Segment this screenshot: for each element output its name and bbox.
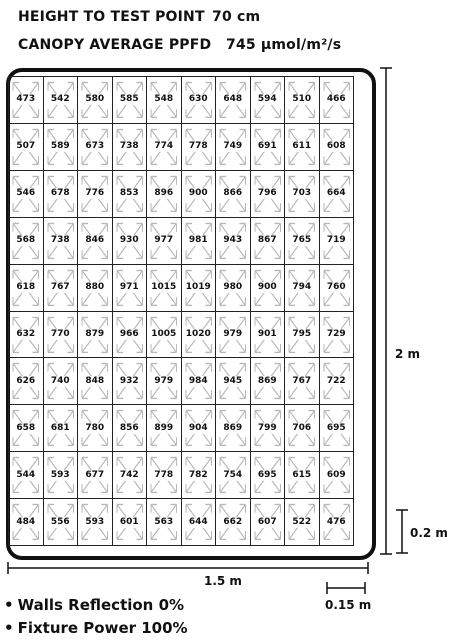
ppfd-value: 681: [50, 422, 70, 433]
grid-cell: [147, 358, 182, 405]
grid-cell: [182, 405, 217, 452]
ppfd-value: 1020: [185, 328, 211, 339]
grid-cell: [9, 218, 44, 265]
grid-cell: [9, 405, 44, 452]
grid-cell: [182, 452, 217, 499]
ppfd-value: 754: [223, 469, 243, 480]
ppfd-value: 593: [85, 516, 105, 527]
grid-cell: [44, 499, 79, 546]
ppfd-grid: [8, 76, 354, 546]
grid-cell: [44, 77, 79, 124]
ppfd-value: 879: [85, 328, 105, 339]
grid-cell: [78, 312, 113, 359]
grid-cell: [147, 499, 182, 546]
grid-cell: [320, 452, 355, 499]
ppfd-value: 632: [16, 328, 36, 339]
grid-cell: [216, 265, 251, 312]
grid-cell: [182, 77, 217, 124]
ppfd-value: 760: [326, 282, 346, 293]
grid-cell: [251, 77, 286, 124]
grid-cell: [147, 218, 182, 265]
grid-cell: [251, 124, 286, 171]
grid-cell: [9, 452, 44, 499]
ppfd-value: 900: [257, 282, 277, 293]
grid-cell: [44, 405, 79, 452]
ppfd-value: 869: [223, 422, 243, 433]
spacing-label: 0.2 m: [410, 526, 448, 540]
ppfd-value: 563: [154, 516, 174, 527]
grid-cell: [78, 499, 113, 546]
grid-cell: [44, 124, 79, 171]
ppfd-value: 799: [257, 422, 277, 433]
grid-cell: [285, 358, 320, 405]
ppfd-value: 522: [292, 516, 312, 527]
grid-cell: [216, 405, 251, 452]
ppfd-value: 618: [16, 282, 36, 293]
grid-cell: [182, 499, 217, 546]
ppfd-label: CANOPY AVERAGE PPFD: [18, 37, 212, 53]
ppfd-value: 546: [16, 188, 36, 199]
canopy-average-ppfd: [18, 37, 342, 53]
grid-cell: [78, 124, 113, 171]
grid-cell: [216, 358, 251, 405]
grid-cell: [113, 312, 148, 359]
ppfd-value: 977: [154, 235, 174, 246]
grid-cell: [182, 312, 217, 359]
ppfd-value: 738: [50, 235, 70, 246]
grid-cell: [78, 77, 113, 124]
grid-cell: [320, 77, 355, 124]
grid-cell: [251, 218, 286, 265]
grid-cell: [285, 171, 320, 218]
scale-label: 0.15 m: [325, 598, 372, 612]
ppfd-value: 896: [154, 188, 174, 199]
grid-cell: [147, 77, 182, 124]
ppfd-value: 542: [50, 94, 70, 105]
grid-cell: [147, 265, 182, 312]
grid-cell: [113, 171, 148, 218]
ppfd-value: 594: [257, 94, 277, 105]
ppfd-value: 930: [119, 235, 139, 246]
ppfd-value: 932: [119, 375, 139, 386]
grid-cell: [216, 77, 251, 124]
ppfd-value: 466: [326, 94, 346, 105]
grid-cell: [285, 499, 320, 546]
ppfd-value: 971: [119, 282, 139, 293]
grid-cell: [251, 171, 286, 218]
ppfd-value: 556: [50, 516, 70, 527]
ppfd-value: 778: [154, 469, 174, 480]
ppfd-value: 795: [292, 328, 312, 339]
grid-cell: [320, 405, 355, 452]
grid-cell: [216, 452, 251, 499]
ppfd-value: 473: [16, 94, 36, 105]
grid-cell: [285, 452, 320, 499]
grid-cell: [113, 452, 148, 499]
ppfd-value: 853: [119, 188, 139, 199]
ppfd-value: 678: [50, 188, 70, 199]
ppfd-value: 691: [257, 141, 277, 152]
ppfd-value: 866: [223, 188, 243, 199]
ppfd-value: 695: [257, 469, 277, 480]
grid-cell: [182, 358, 217, 405]
ppfd-value: 904: [188, 422, 208, 433]
grid-cell: [285, 265, 320, 312]
ppfd-value: 740: [50, 375, 70, 386]
ppfd-value: 729: [326, 328, 346, 339]
grid-cell: [251, 452, 286, 499]
grid-cell: [216, 124, 251, 171]
grid-cell: [147, 171, 182, 218]
ppfd-value: 848: [85, 375, 105, 386]
ppfd-value: 719: [326, 235, 346, 246]
grid-cell: [251, 405, 286, 452]
ppfd-value: 580: [85, 94, 105, 105]
height-label: HEIGHT TO TEST POINT: [18, 9, 205, 25]
grid-cell: [216, 312, 251, 359]
ppfd-value: 644: [188, 516, 208, 527]
bullet: •: [4, 619, 14, 637]
ppfd-value: 615: [292, 469, 312, 480]
grid-cell: [182, 171, 217, 218]
grid-cell: [78, 218, 113, 265]
ppfd-value: 979: [223, 328, 243, 339]
ppfd-value: 782: [188, 469, 208, 480]
ppfd-value: 749: [223, 141, 243, 152]
ppfd-value: 484: [16, 516, 36, 527]
ppfd-value: 856: [119, 422, 139, 433]
grid-cell: [44, 312, 79, 359]
ppfd-value: 601: [119, 516, 139, 527]
grid-cell: [251, 265, 286, 312]
height-dimension-label: 2 m: [395, 347, 421, 361]
grid-cell: [182, 218, 217, 265]
ppfd-value: 677: [85, 469, 105, 480]
ppfd-value: 899: [154, 422, 174, 433]
ppfd-value: 1005: [151, 328, 177, 339]
grid-cell: [285, 405, 320, 452]
grid-cell: [9, 499, 44, 546]
grid-cell: [78, 405, 113, 452]
ppfd-value: 900: [188, 188, 208, 199]
grid-cell: [113, 405, 148, 452]
grid-cell: [320, 124, 355, 171]
ppfd-value: 767: [50, 282, 70, 293]
ppfd-value: 767: [292, 375, 312, 386]
ppfd-value: 662: [223, 516, 243, 527]
grid-cell: [113, 77, 148, 124]
ppfd-value: 722: [326, 375, 346, 386]
ppfd-value: 658: [16, 422, 36, 433]
grid-cell: [320, 312, 355, 359]
ppfd-value: 585: [119, 94, 139, 105]
width-label: 1.5 m: [204, 574, 242, 588]
grid-cell: [44, 218, 79, 265]
grid-cell: [285, 77, 320, 124]
grid-cell: [9, 265, 44, 312]
grid-cell: [147, 452, 182, 499]
ppfd-value: 695: [326, 422, 346, 433]
grid-cell: [9, 124, 44, 171]
grid-cell: [113, 265, 148, 312]
ppfd-value: 981: [188, 235, 208, 246]
grid-cell: [9, 358, 44, 405]
ppfd-value: 765: [292, 235, 312, 246]
grid-cell: [251, 499, 286, 546]
ppfd-value: 980: [223, 282, 243, 293]
grid-cell: [44, 358, 79, 405]
grid-cell: [216, 171, 251, 218]
ppfd-value: 846: [85, 235, 105, 246]
ppfd-value: 869: [257, 375, 277, 386]
grid-cell: [147, 312, 182, 359]
ppfd-value: 593: [50, 469, 70, 480]
ppfd-value: 984: [188, 375, 208, 386]
ppfd-value: 589: [50, 141, 70, 152]
ppfd-value: 943: [223, 235, 243, 246]
ppfd-value: 476: [326, 516, 346, 527]
grid-cell: [78, 452, 113, 499]
ppfd-value: 796: [257, 188, 277, 199]
grid-cell: [44, 171, 79, 218]
ppfd-value: 507: [16, 141, 36, 152]
note-walls-reflection: [4, 596, 184, 614]
grid-cell: [285, 218, 320, 265]
grid-cell: [78, 358, 113, 405]
grid-cell: [9, 171, 44, 218]
ppfd-value: 1015: [151, 282, 177, 293]
walls-reflection-text: Walls Reflection 0%: [17, 596, 185, 614]
ppfd-value: 979: [154, 375, 174, 386]
height-to-test-point: [18, 9, 261, 25]
ppfd-value: 966: [119, 328, 139, 339]
ppfd-value: 901: [257, 328, 277, 339]
grid-cell: [113, 124, 148, 171]
grid-cell: [251, 358, 286, 405]
ppfd-value: 548: [154, 94, 174, 105]
ppfd-value: 776: [85, 188, 105, 199]
bullet: •: [4, 596, 14, 614]
ppfd-value: 664: [326, 188, 346, 199]
ppfd-value: 738: [119, 141, 139, 152]
grid-cell: [285, 312, 320, 359]
ppfd-value: 867: [257, 235, 277, 246]
grid-cell: [251, 312, 286, 359]
grid-cell: [9, 77, 44, 124]
grid-cell: [320, 171, 355, 218]
grid-cell: [44, 265, 79, 312]
grid-cell: [320, 218, 355, 265]
ppfd-value: 607: [257, 516, 277, 527]
ppfd-value: 770: [50, 328, 70, 339]
ppfd-value: 544: [16, 469, 36, 480]
ppfd-value: 706: [292, 422, 312, 433]
grid-cell: [320, 265, 355, 312]
grid-cell: [113, 218, 148, 265]
grid-cell: [9, 312, 44, 359]
ppfd-value: 568: [16, 235, 36, 246]
ppfd-value: 794: [292, 282, 312, 293]
ppfd-value: 778: [188, 141, 208, 152]
grid-cell: [78, 265, 113, 312]
ppfd-value: 945: [223, 375, 243, 386]
ppfd-value: 626: [16, 375, 36, 386]
ppfd-value: 510: [292, 94, 312, 105]
grid-cell: [113, 499, 148, 546]
ppfd-value: 609: [326, 469, 346, 480]
ppfd-value: 780: [85, 422, 105, 433]
ppfd-value: 611: [292, 141, 312, 152]
grid-cell: [182, 265, 217, 312]
height-value: 70 cm: [212, 9, 261, 25]
ppfd-value: 880: [85, 282, 105, 293]
grid-cell: [216, 499, 251, 546]
ppfd-value: 673: [85, 141, 105, 152]
ppfd-value: 774: [154, 141, 174, 152]
grid-cell: [320, 499, 355, 546]
grid-cell: [147, 405, 182, 452]
grid-cell: [320, 358, 355, 405]
grid-cell: [285, 124, 320, 171]
note-fixture-power: [4, 619, 188, 637]
fixture-power-text: Fixture Power 100%: [17, 619, 188, 637]
ppfd-value: 742: [119, 469, 139, 480]
ppfd-value: 608: [326, 141, 346, 152]
ppfd-value: 1019: [185, 282, 211, 293]
grid-cell: [78, 171, 113, 218]
grid-cell: [182, 124, 217, 171]
ppfd-value: 745 µmol/m²/s: [226, 37, 342, 53]
ppfd-value: 648: [223, 94, 243, 105]
grid-cell: [147, 124, 182, 171]
ppfd-value: 703: [292, 188, 312, 199]
grid-cell: [216, 218, 251, 265]
grid-cell: [44, 452, 79, 499]
grid-cell: [113, 358, 148, 405]
ppfd-value: 630: [188, 94, 208, 105]
